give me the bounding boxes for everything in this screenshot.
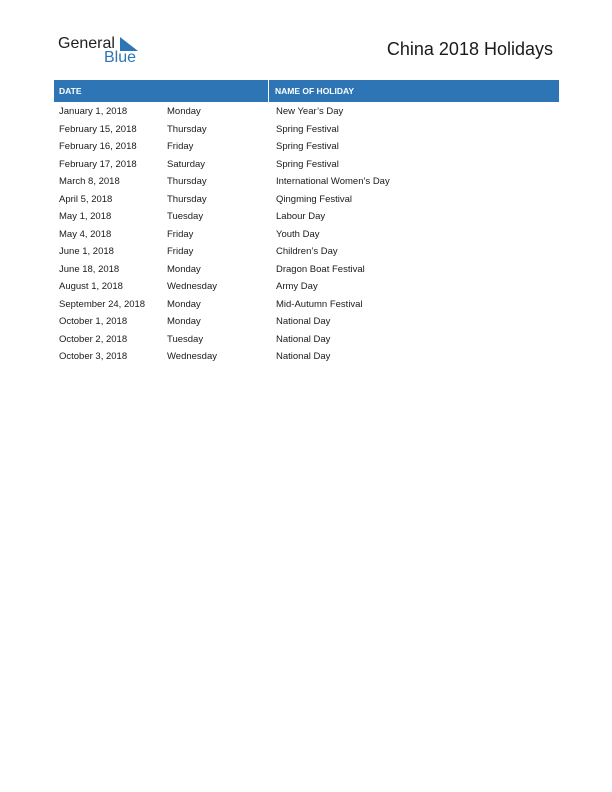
cell-date: April 5, 2018 xyxy=(59,193,113,205)
cell-weekday: Thursday xyxy=(167,193,207,205)
cell-weekday: Friday xyxy=(167,141,194,152)
logo-text-general: General xyxy=(58,35,115,52)
table-row xyxy=(54,156,559,174)
table-row xyxy=(54,348,559,366)
cell-holiday-name: New Year’s Day xyxy=(276,106,344,117)
cell-date: February 16, 2018 xyxy=(59,141,137,152)
table-row xyxy=(54,243,559,261)
cell-weekday: Tuesday xyxy=(167,211,204,222)
table-row xyxy=(54,331,559,349)
cell-holiday-name: Youth Day xyxy=(276,228,320,240)
cell-holiday-name: Spring Festival xyxy=(276,141,339,152)
cell-holiday-name: Mid-Autumn Festival xyxy=(276,298,363,310)
cell-holiday-name: National Day xyxy=(276,351,331,362)
table-row xyxy=(54,261,559,279)
cell-weekday: Monday xyxy=(167,106,201,117)
cell-date: January 1, 2018 xyxy=(59,106,128,117)
cell-holiday-name: Army Day xyxy=(276,281,318,292)
logo-text-blue: Blue xyxy=(104,49,137,66)
page-title: China 2018 Holidays xyxy=(386,39,553,59)
cell-date: May 1, 2018 xyxy=(59,211,112,222)
table-row xyxy=(54,173,559,191)
column-header-date: DATE xyxy=(54,80,269,102)
cell-date: February 15, 2018 xyxy=(59,123,137,135)
cell-holiday-name: Spring Festival xyxy=(276,158,339,170)
cell-weekday: Thursday xyxy=(167,123,207,135)
cell-weekday: Friday xyxy=(167,228,194,240)
cell-holiday-name: Spring Festival xyxy=(276,123,339,135)
table-row xyxy=(54,278,559,296)
table-row xyxy=(54,226,559,244)
cell-holiday-name: Qingming Festival xyxy=(276,193,353,205)
cell-date: September 24, 2018 xyxy=(59,298,146,310)
table-row xyxy=(54,138,559,156)
cell-date: May 4, 2018 xyxy=(59,228,112,240)
cell-holiday-name: Labour Day xyxy=(276,211,326,222)
cell-date: June 1, 2018 xyxy=(59,246,114,257)
holiday-table xyxy=(54,80,559,366)
cell-date: February 17, 2018 xyxy=(59,158,137,170)
cell-weekday: Thursday xyxy=(167,176,207,187)
logo xyxy=(58,35,148,69)
table-row xyxy=(54,103,559,121)
cell-weekday: Monday xyxy=(167,298,201,310)
cell-weekday: Monday xyxy=(167,263,201,275)
cell-date: October 1, 2018 xyxy=(59,316,128,327)
cell-holiday-name: Children’s Day xyxy=(276,246,338,257)
table-row xyxy=(54,121,559,139)
cell-date: March 8, 2018 xyxy=(59,176,120,187)
cell-weekday: Monday xyxy=(167,316,201,327)
table-row xyxy=(54,191,559,209)
cell-holiday-name: National Day xyxy=(276,316,331,327)
cell-holiday-name: International Women’s Day xyxy=(276,176,390,187)
cell-weekday: Friday xyxy=(167,246,194,257)
cell-holiday-name: National Day xyxy=(276,333,331,345)
table-row xyxy=(54,313,559,331)
table-body xyxy=(54,102,559,366)
cell-weekday: Saturday xyxy=(167,158,206,170)
cell-weekday: Tuesday xyxy=(167,333,204,345)
cell-date: October 3, 2018 xyxy=(59,351,128,362)
cell-date: October 2, 2018 xyxy=(59,333,128,345)
cell-date: June 18, 2018 xyxy=(59,263,120,275)
table-row xyxy=(54,208,559,226)
column-header-name: NAME OF HOLIDAY xyxy=(275,86,355,96)
cell-date: August 1, 2018 xyxy=(59,281,123,292)
table-header xyxy=(54,80,559,102)
cell-weekday: Wednesday xyxy=(167,281,217,292)
table-row xyxy=(54,296,559,314)
cell-weekday: Wednesday xyxy=(167,351,217,362)
cell-holiday-name: Dragon Boat Festival xyxy=(276,263,365,275)
